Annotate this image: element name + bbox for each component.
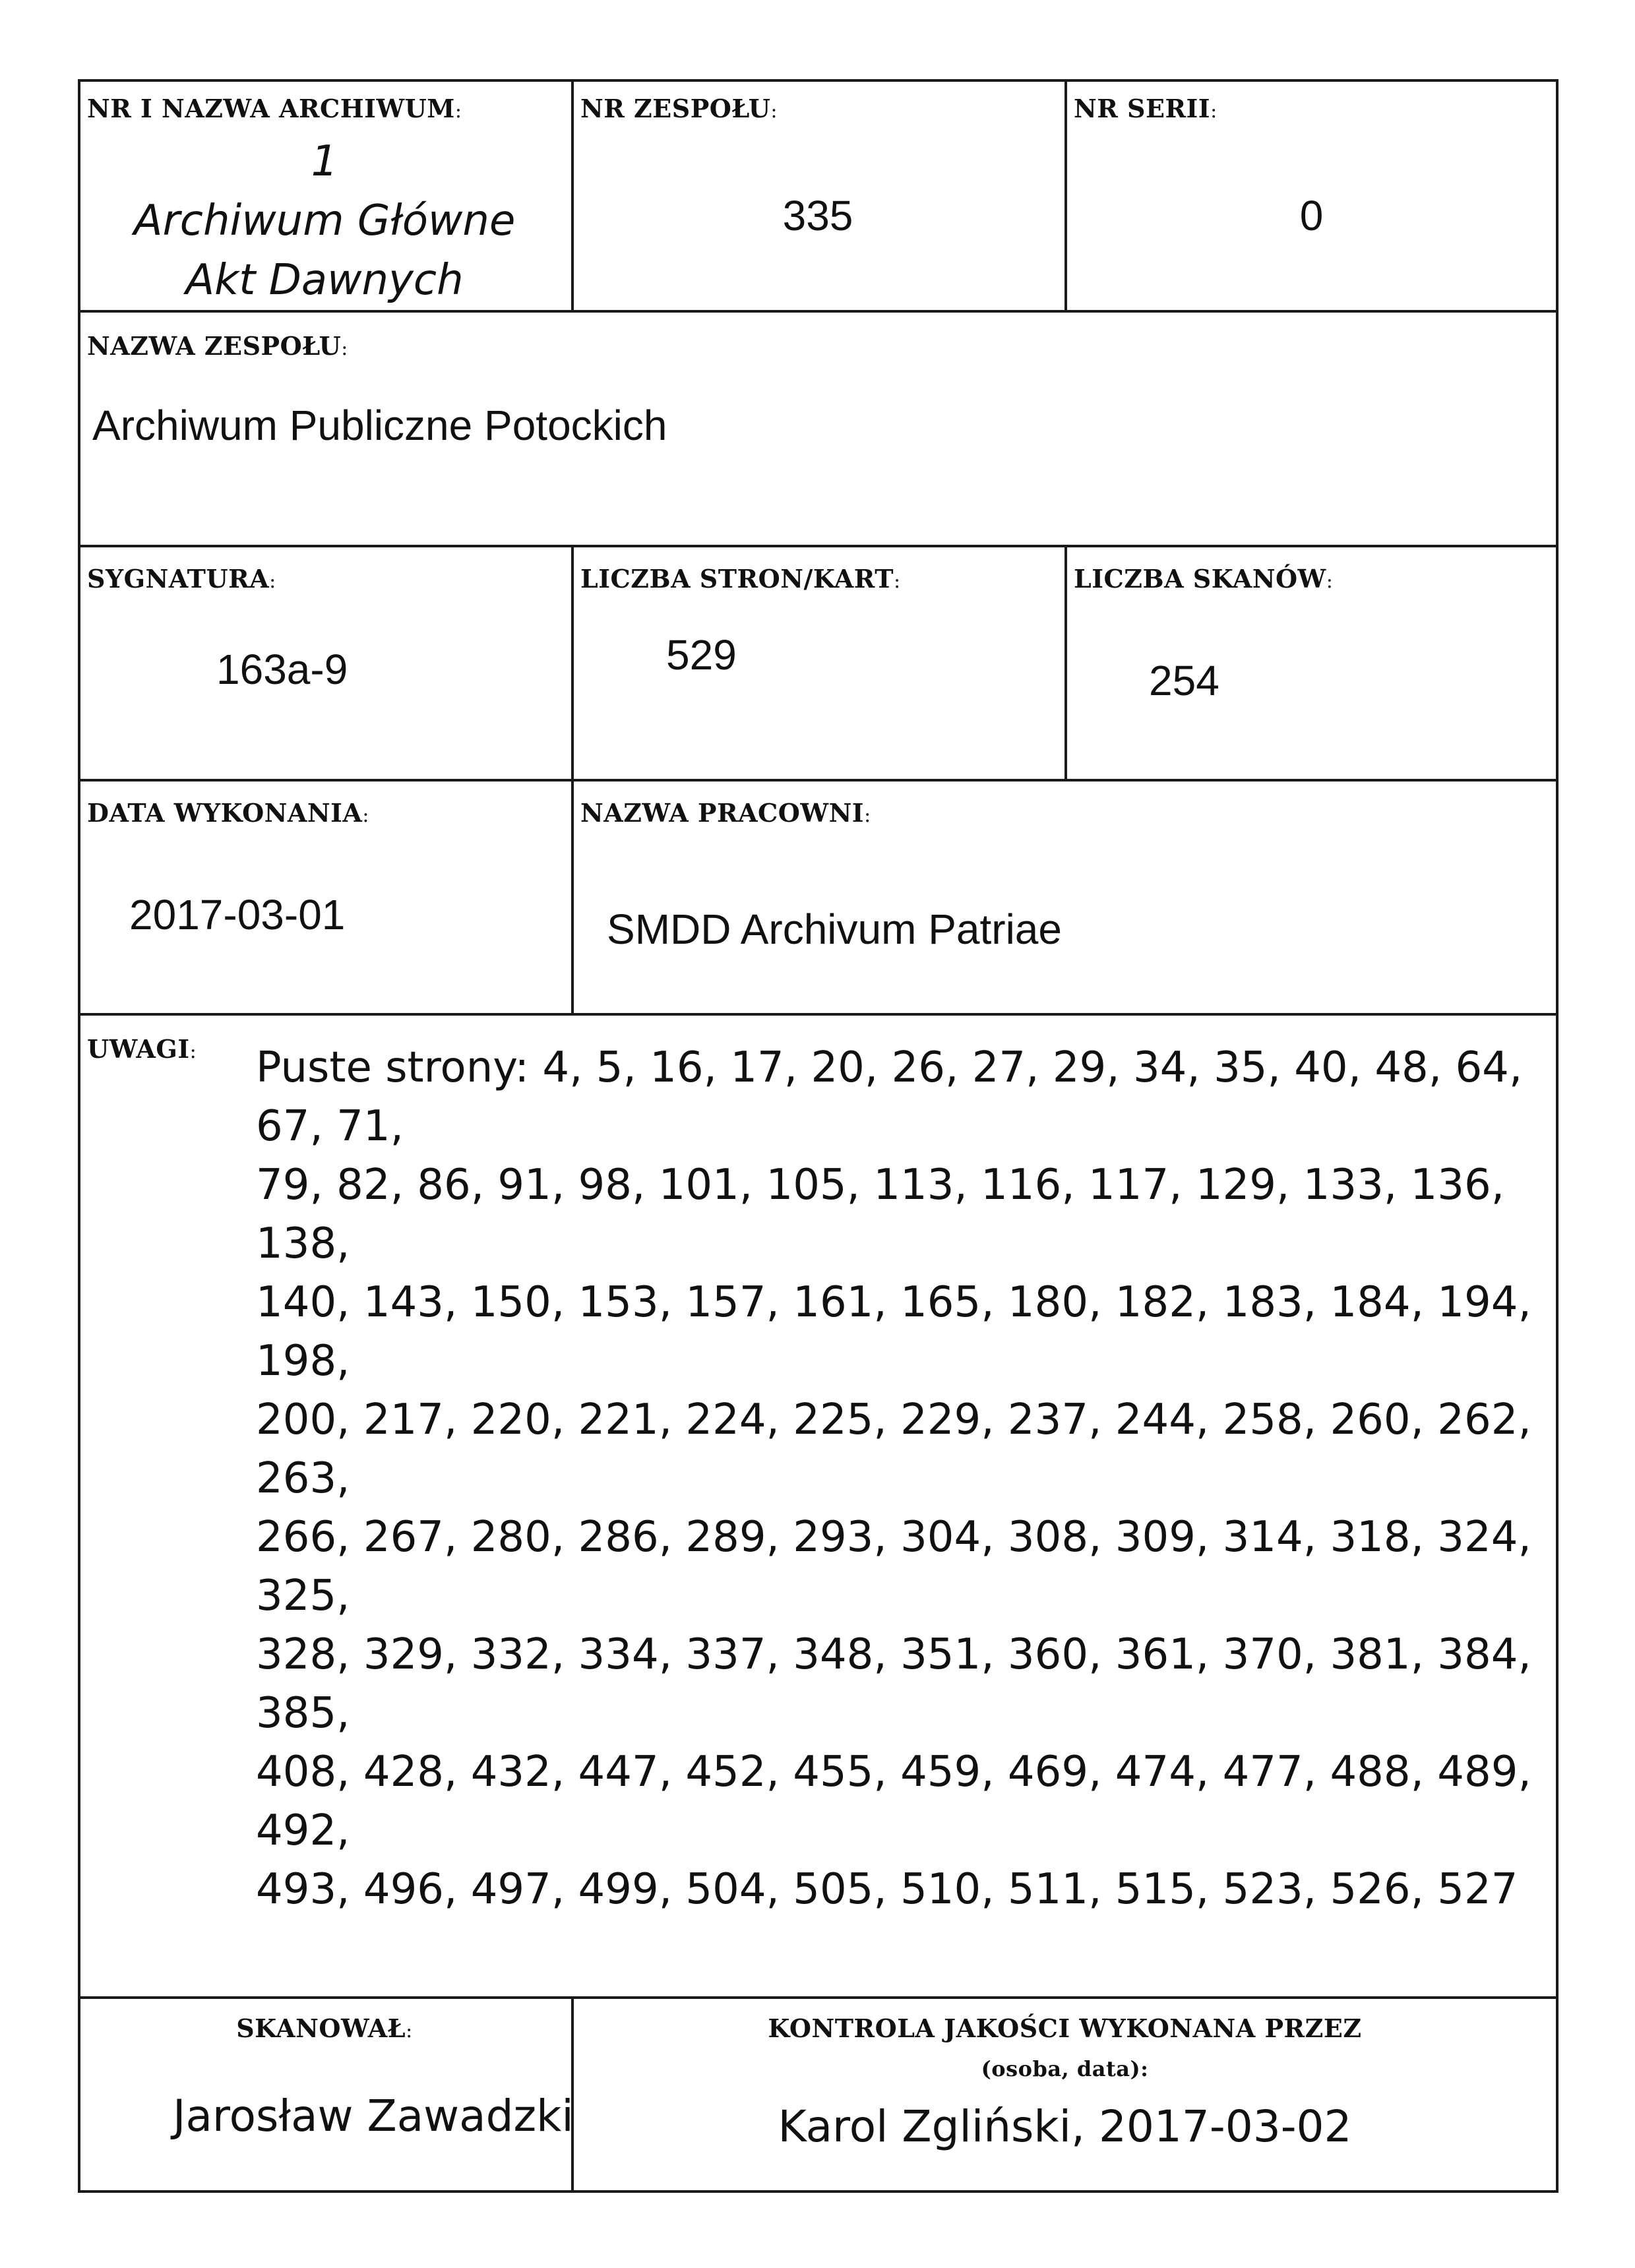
scanned-by-label: SKANOWAŁ: xyxy=(236,2013,413,2043)
row-divider-4 xyxy=(78,1013,1558,1016)
archive-number: 1 xyxy=(311,137,338,186)
scans-count-value: 254 xyxy=(1149,657,1219,704)
remarks-line: 79, 82, 86, 91, 98, 101, 105, 113, 116, 117, 129, 133, 136, 138, xyxy=(256,1161,1505,1268)
studio-name-value: SMDD Archivum Patriae xyxy=(607,905,1062,953)
row-divider-1 xyxy=(78,310,1558,313)
fonds-number-label: NR ZESPOŁU: xyxy=(580,94,778,123)
row-divider-3 xyxy=(78,779,1558,782)
scans-count-label: LICZBA SKANÓW: xyxy=(1074,564,1334,594)
remarks-text xyxy=(256,1039,1549,1919)
remarks-line: 408, 428, 432, 447, 452, 455, 459, 469, 474, 477, 488, 489, 492, xyxy=(256,1748,1531,1855)
archive-name-line1: Archiwum Główne xyxy=(133,197,516,245)
quality-control-label: KONTROLA JAKOŚCI WYKONANA PRZEZ xyxy=(768,2013,1362,2043)
remarks-line: Puste strony: 4, 5, 16, 17, 20, 26, 27, 29, 34, 35, 40, 48, 64, 67, 71, xyxy=(256,1043,1523,1151)
remarks-label: UWAGI: xyxy=(87,1034,197,1064)
signature-value: 163a-9 xyxy=(216,646,348,693)
row-divider-5 xyxy=(78,1996,1558,1999)
row-divider-2 xyxy=(78,545,1558,547)
pages-count-value: 529 xyxy=(666,631,737,679)
series-number-value: 0 xyxy=(1299,192,1324,239)
pages-count-label: LICZBA STRON/KART: xyxy=(580,564,901,594)
execution-date-value: 2017-03-01 xyxy=(129,891,346,938)
series-number-label: NR SERII: xyxy=(1074,94,1218,123)
remarks-line: 140, 143, 150, 153, 157, 161, 165, 180, 182, 183, 184, 194, 198, xyxy=(256,1278,1531,1386)
col-divider-r3a xyxy=(571,545,574,780)
archive-label: NR I NAZWA ARCHIWUM: xyxy=(87,94,462,123)
fonds-number-value: 335 xyxy=(782,192,853,239)
scanned-by-value: Jarosław Zawadzki xyxy=(173,2091,574,2141)
col-divider-r4 xyxy=(571,779,574,1014)
remarks-line: 328, 329, 332, 334, 337, 348, 351, 360, 361, 370, 381, 384, 385, xyxy=(256,1630,1531,1738)
quality-control-sublabel: (osoba, data): xyxy=(981,2056,1149,2081)
execution-date-label: DATA WYKONANIA: xyxy=(87,798,370,828)
remarks-line: 493, 496, 497, 499, 504, 505, 510, 511, 515, 523, 526, 527 xyxy=(256,1865,1518,1914)
fonds-name-label: NAZWA ZESPOŁU: xyxy=(87,331,348,361)
archive-name-line2: Akt Dawnych xyxy=(185,256,464,305)
quality-control-value: Karol Zgliński, 2017-03-02 xyxy=(778,2101,1352,2152)
signature-label: SYGNATURA: xyxy=(87,564,276,594)
fonds-name-value: Archiwum Publiczne Potockich xyxy=(92,402,667,449)
remarks-line: 266, 267, 280, 286, 289, 293, 304, 308, 309, 314, 318, 324, 325, xyxy=(256,1513,1531,1620)
studio-name-label: NAZWA PRACOWNI: xyxy=(580,798,871,828)
col-divider-r3b xyxy=(1064,545,1067,780)
remarks-line: 200, 217, 220, 221, 224, 225, 229, 237, 244, 258, 260, 262, 263, xyxy=(256,1395,1531,1503)
